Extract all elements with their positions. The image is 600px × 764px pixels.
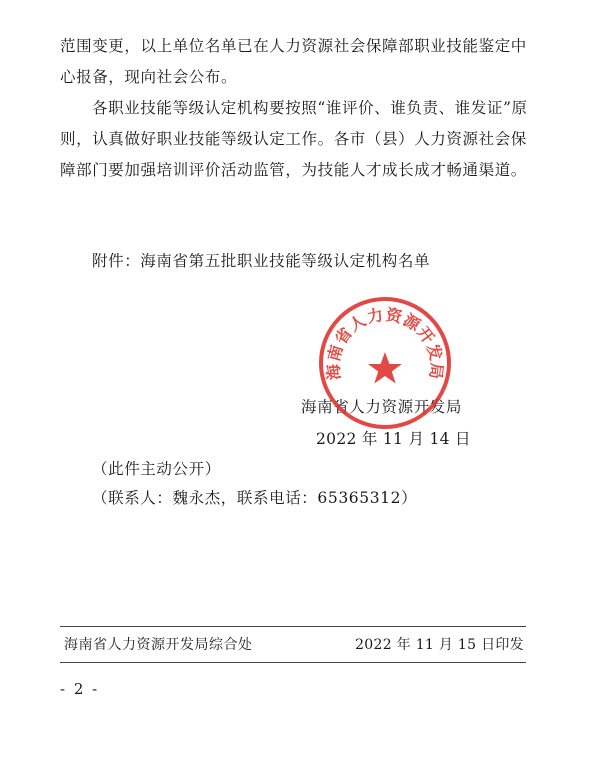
footer-print-date: 2022 年 11 月 15 日印发 [355, 637, 524, 653]
contact-info: （联系人：魏永杰，联系电话：65365312） [92, 489, 418, 507]
issue-date: 2022 年 11 月 14 日 [316, 430, 471, 448]
page-number: - 2 - [60, 680, 100, 698]
seal-star-icon [368, 352, 402, 384]
footer-rule-top [60, 626, 526, 627]
footer-office: 海南省人力资源开发局综合处 [64, 637, 253, 653]
footer-rule-bottom [60, 662, 526, 663]
body-paragraph-1: 范围变更，以上单位名单已在人力资源社会保障部职业技能鉴定中心报备，现向社会公布。 [60, 37, 527, 86]
issuer-name: 海南省人力资源开发局 [301, 398, 463, 416]
seal-text: 海南省人力资源开发局 [323, 304, 447, 381]
public-notice: （此件主动公开） [92, 460, 221, 478]
attachment-line: 附件：海南省第五批职业技能等级认定机构名单 [92, 252, 431, 270]
official-seal-icon [316, 294, 454, 432]
body-paragraph-2: 各职业技能等级认定机构要按照“谁评价、谁负责、谁发证”原则，认真做好职业技能等级认定工作。各市（县）人力资源社会保障部门要加强培训评价活动监管，为技能人才成长成才畅通渠道。 [60, 99, 528, 179]
